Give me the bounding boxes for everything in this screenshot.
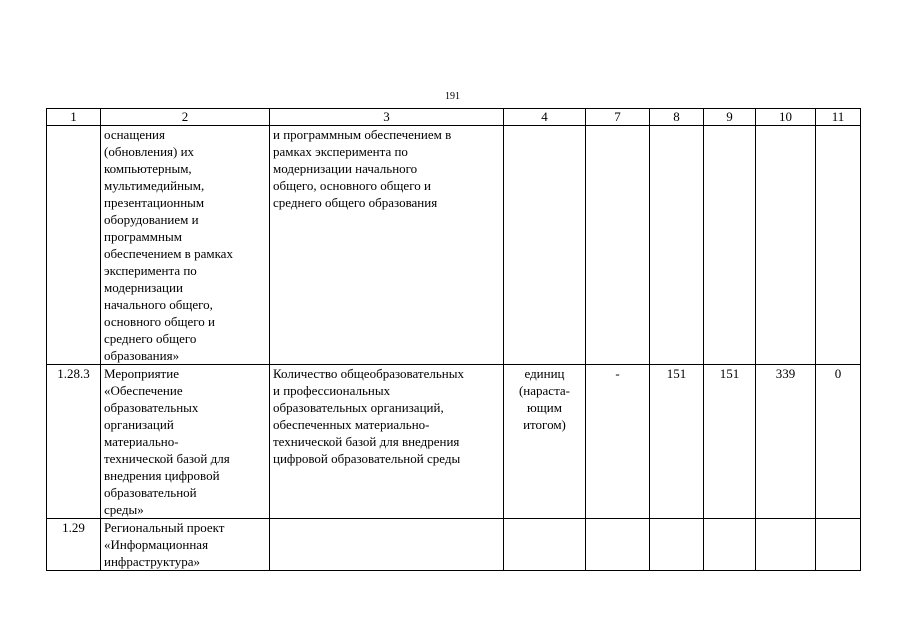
text-line: ющим xyxy=(527,400,562,415)
value-cell-10 xyxy=(756,519,816,571)
text-line: Региональный проект xyxy=(104,520,225,535)
table-row xyxy=(47,365,861,519)
text-line: эксперимента по xyxy=(104,263,197,278)
value-cell-11 xyxy=(816,519,861,571)
header-cell: 7 xyxy=(586,109,650,126)
header-cell: 8 xyxy=(650,109,704,126)
header-cell: 9 xyxy=(704,109,756,126)
text-line: мультимедийным, xyxy=(104,178,205,193)
header-cell: 10 xyxy=(756,109,816,126)
indicator-cell xyxy=(270,519,504,571)
text-line: (нараста- xyxy=(518,383,571,398)
header-cell: 3 xyxy=(270,109,504,126)
row-number-cell: 1.28.3 xyxy=(47,365,101,519)
row-number-cell xyxy=(47,126,101,365)
text-line: материально- xyxy=(104,434,179,449)
text-line: компьютерным, xyxy=(104,161,192,176)
text-line: программным xyxy=(104,229,182,244)
text-line: Количество общеобразовательных xyxy=(273,366,464,381)
text-line: итогом) xyxy=(523,417,566,432)
text-line: модернизации xyxy=(104,280,183,295)
event-name-cell xyxy=(101,126,270,365)
value-cell-7: - xyxy=(586,365,650,519)
value-cell-7 xyxy=(586,519,650,571)
table-row xyxy=(47,126,861,365)
text-line: (обновления) их xyxy=(104,144,195,159)
text-line: среды» xyxy=(104,502,144,517)
text-line: и профессиональных xyxy=(273,383,391,398)
value-cell-8 xyxy=(650,519,704,571)
header-cell: 4 xyxy=(504,109,586,126)
text-line: образовательных организаций, xyxy=(273,400,444,415)
indicator-cell xyxy=(270,365,504,519)
indicator-cell xyxy=(270,126,504,365)
text-line: общего, основного общего и xyxy=(273,178,431,193)
text-line: начального общего, xyxy=(104,297,213,312)
value-cell-9: 151 xyxy=(704,365,756,519)
text-line: образовательной xyxy=(104,485,197,500)
text-line: внедрения цифровой xyxy=(104,468,220,483)
header-cell: 2 xyxy=(101,109,270,126)
value-cell-10: 339 xyxy=(756,365,816,519)
event-name-cell xyxy=(101,519,270,571)
page-number: 191 xyxy=(445,91,460,102)
text-line: оборудованием и xyxy=(104,212,199,227)
text-line: презентационным xyxy=(104,195,205,210)
text-line: среднего общего xyxy=(104,331,197,346)
text-line: инфраструктура» xyxy=(104,554,200,569)
text-line: цифровой образовательной среды xyxy=(273,451,461,466)
text-line: обеспечением в рамках xyxy=(104,246,233,261)
value-cell-10 xyxy=(756,126,816,365)
text-line: среднего общего образования xyxy=(273,195,438,210)
table-header-row xyxy=(47,109,861,126)
header-cell: 1 xyxy=(47,109,101,126)
header-cell: 11 xyxy=(816,109,861,126)
text-line: оснащения xyxy=(104,127,165,142)
text-line: образования» xyxy=(104,348,180,363)
text-line: технической базой для xyxy=(104,451,230,466)
program-table xyxy=(46,108,861,571)
value-cell-9 xyxy=(704,519,756,571)
text-line: и программным обеспечением в xyxy=(273,127,452,142)
row-number-cell: 1.29 xyxy=(47,519,101,571)
text-line: основного общего и xyxy=(104,314,216,329)
text-line: единиц xyxy=(524,366,565,381)
value-cell-9 xyxy=(704,126,756,365)
text-line: модернизации начального xyxy=(273,161,418,176)
text-line: образовательных xyxy=(104,400,199,415)
text-line: рамках эксперимента по xyxy=(273,144,408,159)
value-cell-7 xyxy=(586,126,650,365)
value-cell-8 xyxy=(650,126,704,365)
unit-cell xyxy=(504,519,586,571)
value-cell-11 xyxy=(816,126,861,365)
text-line: организаций xyxy=(104,417,174,432)
value-cell-8: 151 xyxy=(650,365,704,519)
text-line: «Обеспечение xyxy=(104,383,183,398)
text-line: Мероприятие xyxy=(104,366,179,381)
unit-cell xyxy=(504,365,586,519)
event-name-cell xyxy=(101,365,270,519)
unit-cell xyxy=(504,126,586,365)
value-cell-11: 0 xyxy=(816,365,861,519)
text-line: обеспеченных материально- xyxy=(273,417,430,432)
text-line: «Информационная xyxy=(104,537,209,552)
text-line: технической базой для внедрения xyxy=(273,434,460,449)
table-row xyxy=(47,519,861,571)
